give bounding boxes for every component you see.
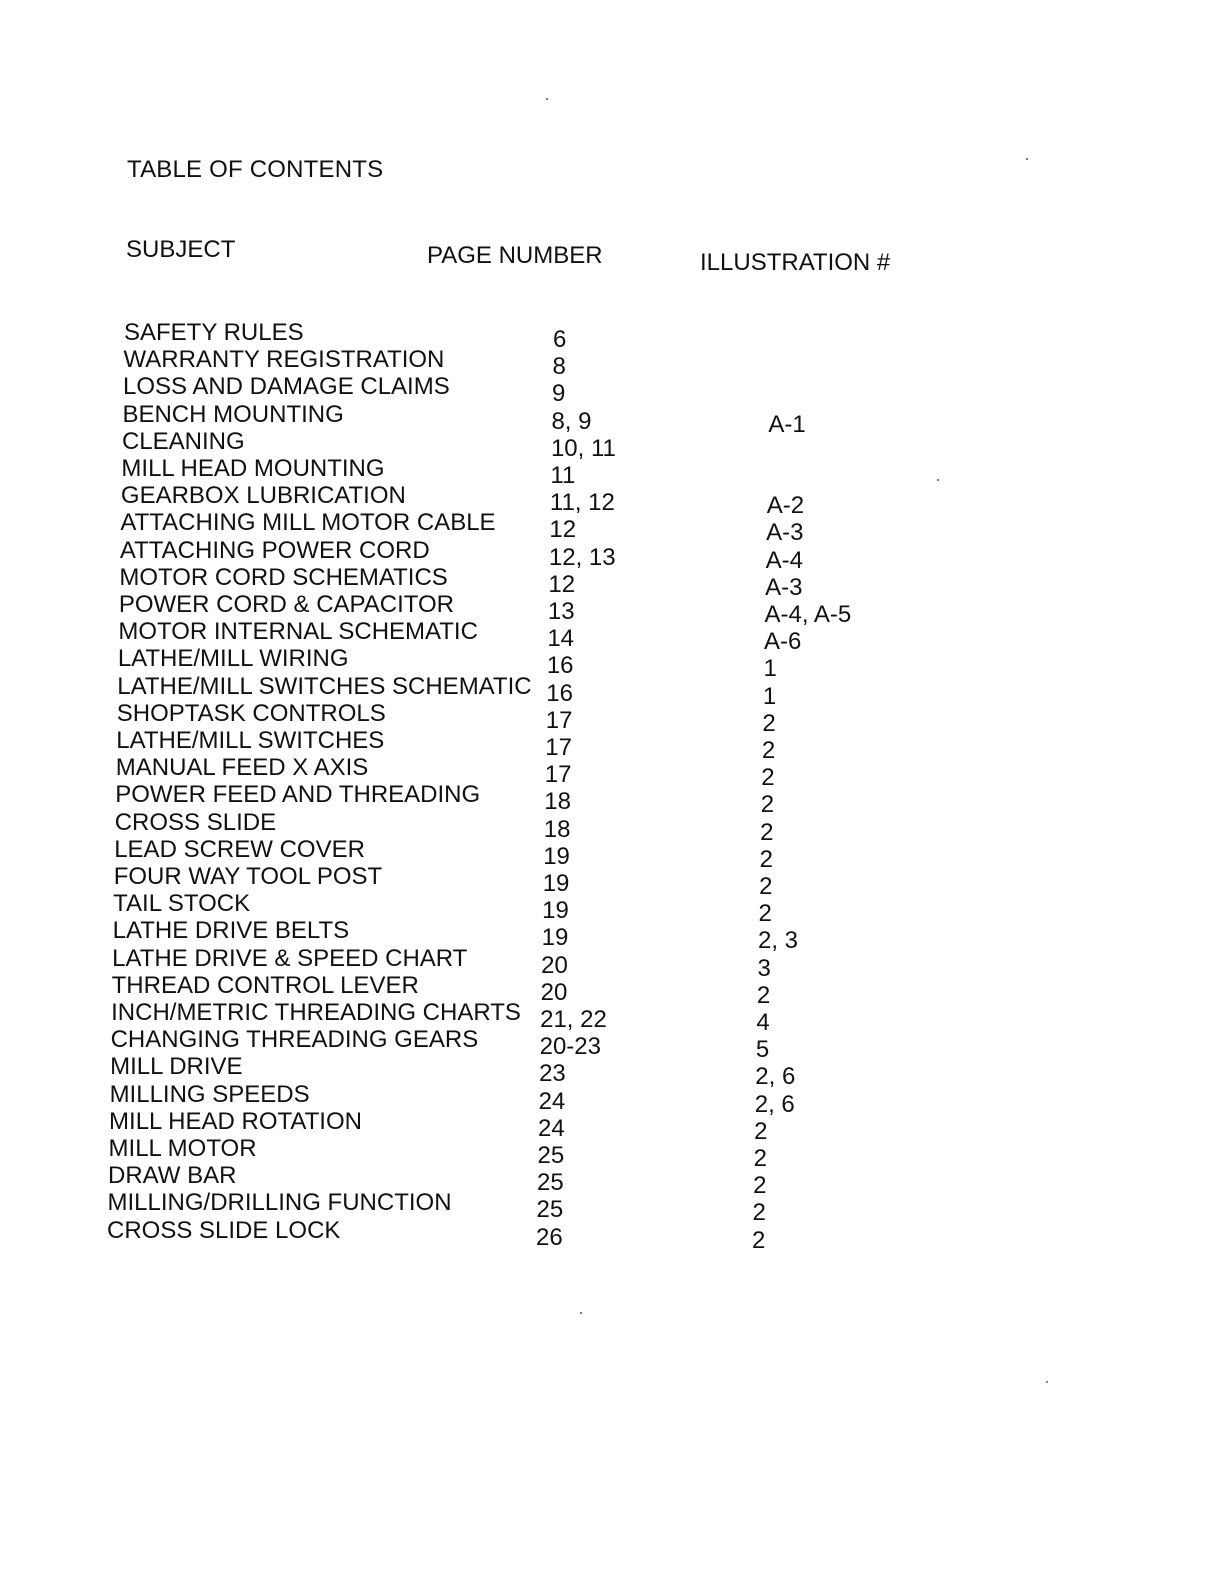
toc-row [0,1080,1224,1118]
toc-page-number: 26 [536,1223,563,1251]
toc-subject: MILL HEAD MOUNTING [121,455,385,482]
toc-subject: FOUR WAY TOOL POST [113,863,383,890]
toc-row [0,482,1224,520]
toc-row [0,591,1224,628]
toc-page-number: 19 [542,870,570,897]
toc-page-number: 11 [550,462,576,489]
toc-page-number: 18 [543,815,571,843]
toc-page-number: 23 [539,1060,566,1088]
toc-row [0,509,1224,547]
toc-page-number: 19 [541,924,569,952]
toc-illustration: 2 [754,1117,768,1145]
toc-page-number: 20 [541,951,568,979]
toc-subject: DRAW BAR [108,1162,237,1190]
toc-subject: TAIL STOCK [113,890,251,918]
toc-subject: LATHE/MILL WIRING [117,645,349,673]
toc-subject: MANUAL FEED X AXIS [115,754,369,782]
toc-subject: BENCH MOUNTING [122,400,344,428]
toc-row [0,835,1224,873]
toc-row [0,400,1224,438]
toc-row [0,427,1224,462]
toc-page-number: 20 [540,978,568,1006]
toc-row [0,863,1224,900]
toc-subject: MILL HEAD ROTATION [109,1107,362,1135]
toc-illustration: 2 [760,818,774,846]
toc-illustration: 2 [761,737,776,764]
toc-illustration: 2 [753,1145,767,1172]
toc-row [0,645,1224,683]
toc-subject: LATHE DRIVE BELTS [112,917,350,945]
toc-illustration: 2 [752,1226,766,1254]
toc-illustration: 2 [756,981,771,1009]
toc-row [0,563,1224,601]
toc-row [0,944,1224,982]
toc-row [0,319,1224,353]
toc-page-number: 12 [549,516,577,544]
scan-speck [1026,158,1028,160]
toc-illustration: 5 [755,1036,770,1064]
toc-subject: MILLING SPEEDS [109,1080,310,1108]
toc-page-number: 12 [548,570,576,598]
toc-page-number: 20-23 [539,1033,601,1061]
toc-illustration: 2 [761,764,775,792]
toc-page-number: 17 [545,706,573,734]
toc-page-number: 11, 12 [549,489,615,517]
toc-subject: MILL DRIVE [110,1053,243,1081]
toc-subject: CROSS SLIDE LOCK [107,1216,341,1244]
toc-page-number: 12, 13 [548,543,616,571]
toc-row [0,1189,1224,1227]
toc-subject: POWER CORD & CAPACITOR [118,591,454,618]
toc-page-number: 24 [538,1087,566,1115]
toc-subject: CLEANING [121,427,245,455]
toc-page-number: 10, 11 [550,434,616,462]
toc-illustration: 2, 3 [758,927,799,955]
toc-page-number: 24 [538,1114,565,1142]
scan-speck [937,479,939,481]
toc-row [0,808,1224,846]
toc-subject: ATTACHING POWER CORD [119,536,430,564]
page-number-column-header: PAGE NUMBER [427,242,603,269]
toc-row [0,1107,1224,1145]
toc-page-number: 19 [543,842,570,870]
toc-illustration: A-3 [766,519,804,547]
subject-column-header: SUBJECT [126,236,236,263]
toc-illustration: 2 [760,791,775,819]
toc-page-number: 8 [552,353,566,381]
toc-row [0,971,1224,1009]
toc-row [0,1216,1224,1254]
toc-subject: MILL MOTOR [108,1135,257,1162]
toc-page-number: 13 [547,598,575,625]
toc-row [0,699,1224,737]
toc-subject: GEARBOX LUBRICATION [120,482,406,510]
toc-page-number: 16 [546,652,574,680]
toc-page-number: 21, 22 [540,1006,607,1033]
toc-illustration: 2 [759,845,773,873]
toc-row [0,672,1224,710]
toc-row [0,346,1224,381]
toc-row [0,1135,1224,1172]
toc-page-number: 6 [553,326,567,353]
toc-subject: SHOPTASK CONTROLS [116,699,386,727]
toc-page-number: 14 [547,625,575,653]
toc-row [0,1053,1224,1091]
toc-subject: LOSS AND DAMAGE CLAIMS [122,373,450,401]
toc-illustration: A-1 [768,410,806,438]
toc-subject: ATTACHING MILL MOTOR CABLE [120,509,496,537]
toc-illustration: 4 [756,1009,770,1036]
toc-subject: CROSS SLIDE [114,808,277,836]
toc-illustration: A-3 [765,573,803,601]
toc-row [0,890,1224,928]
toc-subject: THREAD CONTROL LEVER [111,971,419,999]
illustration-column-header: ILLUSTRATION # [700,249,891,276]
toc-page-number: 16 [546,679,573,707]
toc-illustration: 2 [762,709,776,737]
toc-illustration: 2 [759,873,773,900]
toc-page-number: 17 [545,734,572,761]
toc-row [0,917,1224,955]
toc-illustration: A-6 [764,628,802,656]
toc-subject: INCH/METRIC THREADING CHARTS [111,999,521,1026]
toc-illustration: 1 [763,655,777,683]
toc-subject: MOTOR INTERNAL SCHEMATIC [118,618,478,646]
toc-page-number: 9 [551,380,566,408]
scan-speck [546,98,548,100]
toc-page-number: 8, 9 [551,407,592,435]
toc-illustration: 2 [752,1199,766,1227]
toc-page-number: 18 [544,788,571,816]
toc-row [0,999,1224,1036]
toc-illustration: 2, 6 [754,1090,795,1118]
toc-page-number: 19 [542,897,569,925]
scan-speck [580,1312,582,1314]
toc-illustration: 2, 6 [755,1063,796,1091]
toc-row [0,373,1224,408]
toc-row [0,781,1224,819]
scan-speck [1046,1381,1048,1383]
toc-illustration: 2 [753,1172,767,1200]
toc-page-number: 17 [544,761,572,789]
toc-illustration: 3 [757,954,771,982]
toc-subject: MOTOR CORD SCHEMATICS [119,563,448,591]
toc-row [0,754,1224,792]
document-title: TABLE OF CONTENTS [127,156,384,183]
toc-page-number: 25 [537,1169,564,1197]
toc-subject: LATHE/MILL SWITCHES [116,727,385,754]
toc-row [0,727,1224,764]
toc-subject: POWER FEED AND THREADING [115,781,481,809]
toc-subject: LEAD SCREW COVER [114,835,365,863]
toc-page-number: 25 [537,1142,565,1169]
toc-subject: SAFETY RULES [124,319,304,346]
toc-page-number: 25 [536,1196,564,1224]
toc-illustration: A-4 [765,546,803,574]
toc-row [0,618,1224,656]
toc-row [0,536,1224,574]
toc-illustration: A-2 [766,492,805,520]
toc-subject: LATHE DRIVE & SPEED CHART [112,944,468,972]
toc-illustration: 1 [762,682,777,710]
toc-row [0,1026,1224,1064]
toc-row [0,455,1224,489]
toc-row [0,1162,1224,1200]
toc-subject: WARRANTY REGISTRATION [123,346,445,374]
toc-illustration: A-4, A-5 [764,601,852,628]
toc-subject: LATHE/MILL SWITCHES SCHEMATIC [117,672,532,700]
toc-subject: MILLING/DRILLING FUNCTION [107,1189,452,1217]
toc-illustration: 2 [758,900,772,928]
toc-subject: CHANGING THREADING GEARS [110,1026,479,1054]
